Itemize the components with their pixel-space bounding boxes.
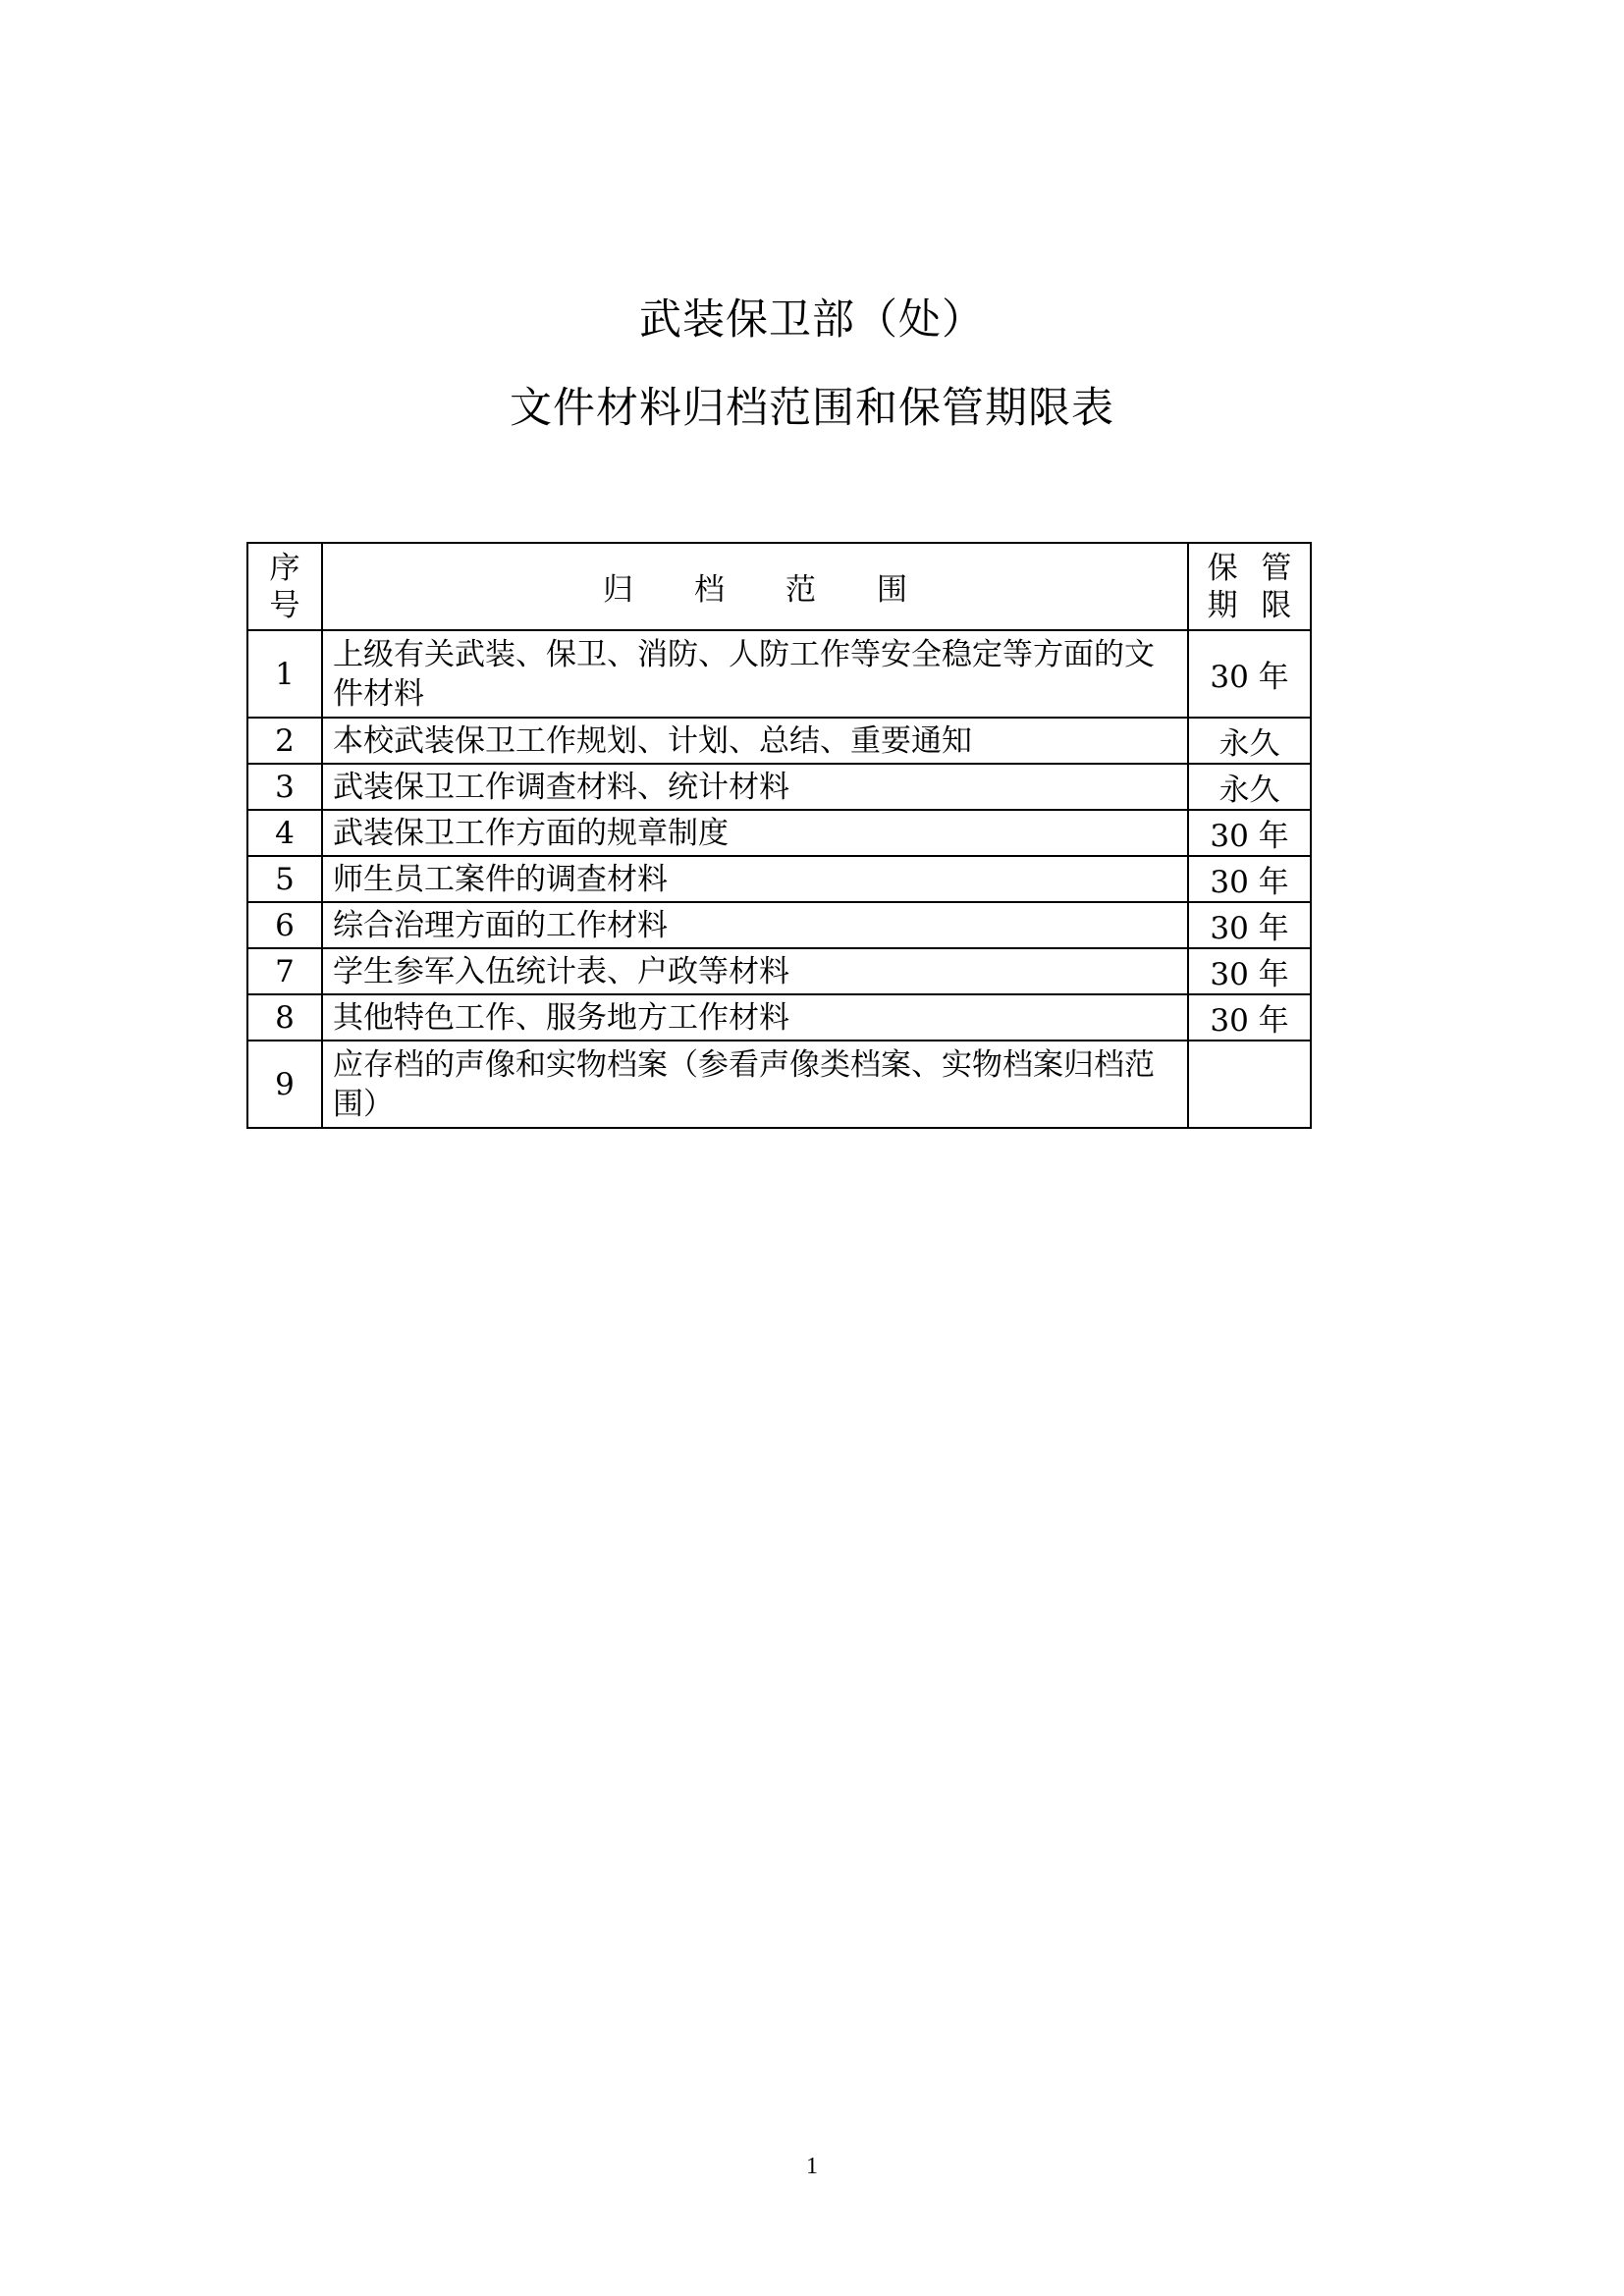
row-scope: 武装保卫工作调查材料、统计材料 <box>322 764 1188 810</box>
page-number: 1 <box>806 2154 818 2179</box>
row-number: 2 <box>247 718 322 764</box>
row-number: 6 <box>247 902 322 948</box>
row-number: 5 <box>247 856 322 902</box>
row-retention: 30 年 <box>1188 856 1311 902</box>
table-row <box>247 948 1311 994</box>
row-scope: 学生参军入伍统计表、户政等材料 <box>322 948 1188 994</box>
row-scope: 师生员工案件的调查材料 <box>322 856 1188 902</box>
header-retention-line2: 期 限 <box>1207 587 1292 623</box>
row-number: 8 <box>247 994 322 1041</box>
table-row <box>247 1041 1311 1128</box>
table-row <box>247 718 1311 764</box>
header-seq-line1: 序 <box>269 550 300 586</box>
header-retention <box>1188 543 1311 630</box>
row-retention: 30 年 <box>1188 948 1311 994</box>
row-retention: 永久 <box>1188 764 1311 810</box>
row-number: 1 <box>247 630 322 718</box>
row-number: 4 <box>247 810 322 856</box>
header-seq-line2: 号 <box>269 587 300 623</box>
header-scope <box>322 543 1188 630</box>
header-scope-label: 归 档 范 围 <box>603 572 907 608</box>
row-scope: 上级有关武装、保卫、消防、人防工作等安全稳定等方面的文件材料 <box>322 630 1188 718</box>
table-header-row <box>247 543 1311 630</box>
header-retention-line1: 保 管 <box>1207 550 1292 586</box>
row-retention: 30 年 <box>1188 630 1311 718</box>
document-title: 武装保卫部（处） <box>639 295 985 345</box>
table-row <box>247 810 1311 856</box>
document-subtitle: 文件材料归档范围和保管期限表 <box>510 384 1114 433</box>
row-scope: 综合治理方面的工作材料 <box>322 902 1188 948</box>
table-row <box>247 902 1311 948</box>
row-scope: 武装保卫工作方面的规章制度 <box>322 810 1188 856</box>
table-row <box>247 764 1311 810</box>
row-number: 3 <box>247 764 322 810</box>
row-scope: 应存档的声像和实物档案（参看声像类档案、实物档案归档范围） <box>322 1041 1188 1128</box>
table-row <box>247 994 1311 1041</box>
header-seq <box>247 543 322 630</box>
row-number: 7 <box>247 948 322 994</box>
row-scope: 其他特色工作、服务地方工作材料 <box>322 994 1188 1041</box>
row-number: 9 <box>247 1041 322 1128</box>
row-retention: 30 年 <box>1188 902 1311 948</box>
table-row <box>247 856 1311 902</box>
row-retention <box>1188 1041 1311 1128</box>
archive-scope-table <box>246 542 1312 1129</box>
row-retention: 30 年 <box>1188 810 1311 856</box>
row-retention: 永久 <box>1188 718 1311 764</box>
row-retention: 30 年 <box>1188 994 1311 1041</box>
table-row <box>247 630 1311 718</box>
row-scope: 本校武装保卫工作规划、计划、总结、重要通知 <box>322 718 1188 764</box>
